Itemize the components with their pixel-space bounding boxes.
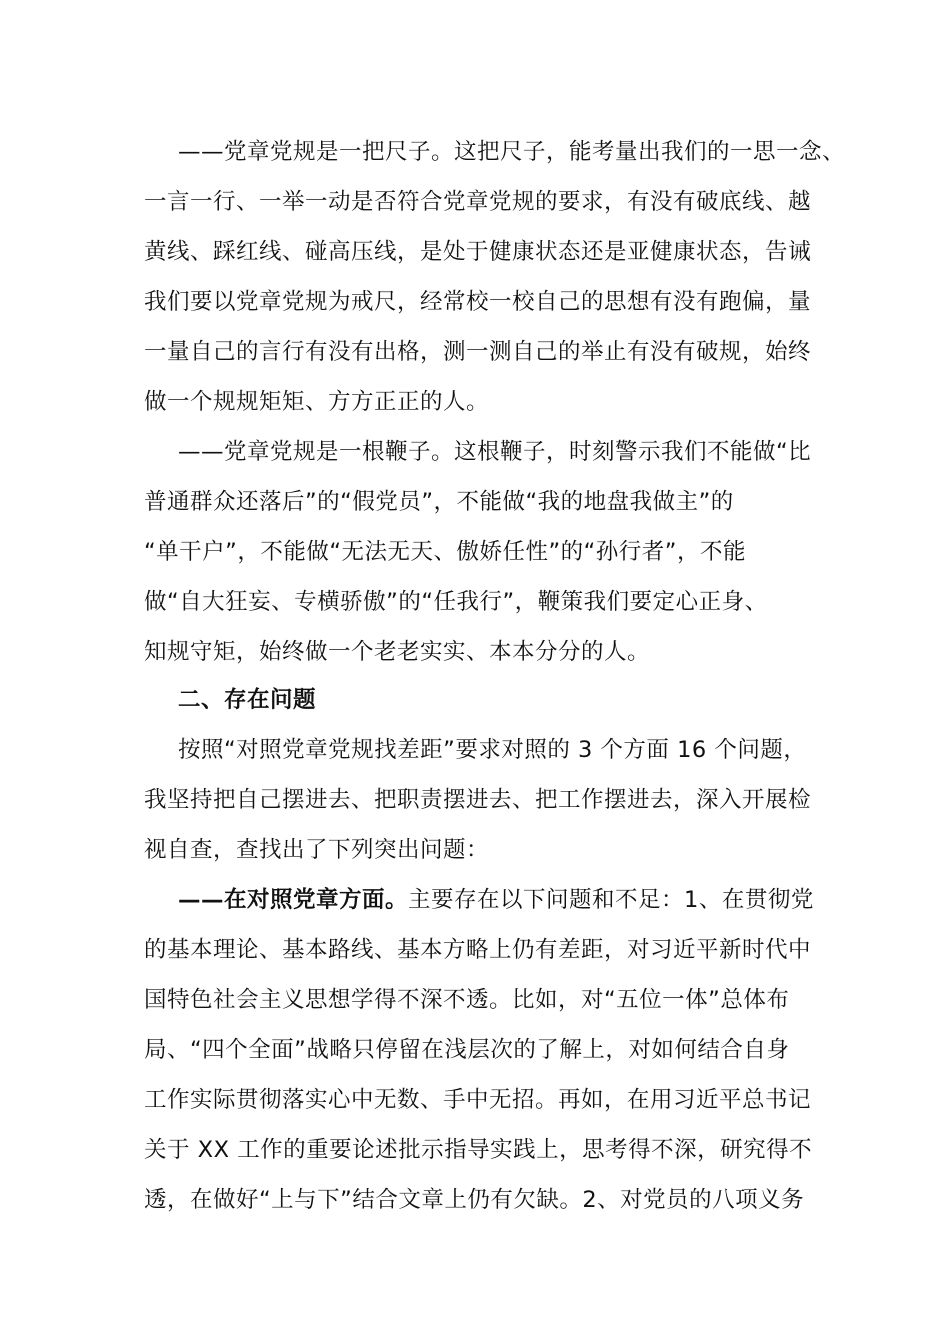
line-text: 工作实际贯彻落实心中无数、手中无招。再如，在用习近平总书记	[144, 1087, 812, 1113]
paragraph-line	[0, 925, 950, 975]
line-text: ——党章党规是一根鞭子。这根鞭子，时刻警示我们不能做“比	[178, 439, 812, 465]
paragraph-line	[0, 127, 950, 177]
line-text: 普通群众还落后”的“假党员”，不能做“我的地盘我做主”的	[144, 489, 734, 515]
line-text: 透，在做好“上与下”结合文章上仍有欠缺。2、对党员的八项义务	[144, 1187, 805, 1213]
section-heading	[0, 675, 950, 725]
line-text: 视自查，查找出了下列突出问题：	[144, 837, 490, 863]
paragraph-line	[0, 377, 950, 427]
paragraph-line	[0, 177, 950, 227]
line-text: ——党章党规是一把尺子。这把尺子，能考量出我们的一思一念、	[178, 139, 846, 165]
bold-lead-text: ——在对照党章方面。	[178, 887, 409, 913]
line-text: 国特色社会主义思想学得不深不透。比如，对“五位一体”总体布	[144, 987, 790, 1013]
paragraph-line	[0, 627, 950, 677]
line-text: 主要存在以下问题和不足：1、在贯彻党	[408, 887, 814, 913]
line-text: 我们要以党章党规为戒尺，经常校一校自己的思想有没有跑偏，量	[144, 289, 812, 315]
line-text: 知规守矩，始终做一个老老实实、本本分分的人。	[144, 639, 651, 665]
line-text: 黄线、踩红线、碰高压线，是处于健康状态还是亚健康状态，告诫	[144, 239, 812, 265]
paragraph-line	[0, 577, 950, 627]
paragraph-line	[0, 527, 950, 577]
line-text: 的基本理论、基本路线、基本方略上仍有差距，对习近平新时代中	[144, 937, 812, 963]
paragraph-line	[0, 725, 950, 775]
heading-text: 二、存在问题	[178, 687, 317, 713]
paragraph-line	[0, 775, 950, 825]
paragraph-line	[0, 227, 950, 277]
line-text: 我坚持把自己摆进去、把职责摆进去、把工作摆进去，深入开展检	[144, 787, 812, 813]
paragraph-line	[0, 277, 950, 327]
line-text: “单干户”，不能做“无法无天、傲娇任性”的“孙行者”，不能	[144, 539, 746, 565]
paragraph-line	[0, 1025, 950, 1075]
line-text: 局、“四个全面”战略只停留在浅层次的了解上，对如何结合自身	[144, 1037, 790, 1063]
line-text: 做“自大狂妄、专横骄傲”的“任我行”，鞭策我们要定心正身、	[144, 589, 768, 615]
paragraph-line	[0, 1125, 950, 1175]
paragraph-line	[0, 1075, 950, 1125]
paragraph-line	[0, 975, 950, 1025]
line-text: 一量自己的言行有没有出格，测一测自己的举止有没有破规，始终	[144, 339, 812, 365]
line-text: 关于 XX 工作的重要论述批示指导实践上，思考得不深，研究得不	[144, 1137, 813, 1163]
paragraph-line	[0, 477, 950, 527]
paragraph-line	[0, 1175, 950, 1225]
line-text: 做一个规规矩矩、方方正正的人。	[144, 389, 490, 415]
paragraph-line	[0, 427, 950, 477]
paragraph-line	[0, 327, 950, 377]
paragraph-line	[0, 875, 950, 925]
paragraph-line	[0, 825, 950, 875]
line-text: 按照“对照党章党规找差距”要求对照的 3 个方面 16 个问题，	[178, 737, 807, 763]
line-text: 一言一行、一举一动是否符合党章党规的要求，有没有破底线、越	[144, 189, 812, 215]
